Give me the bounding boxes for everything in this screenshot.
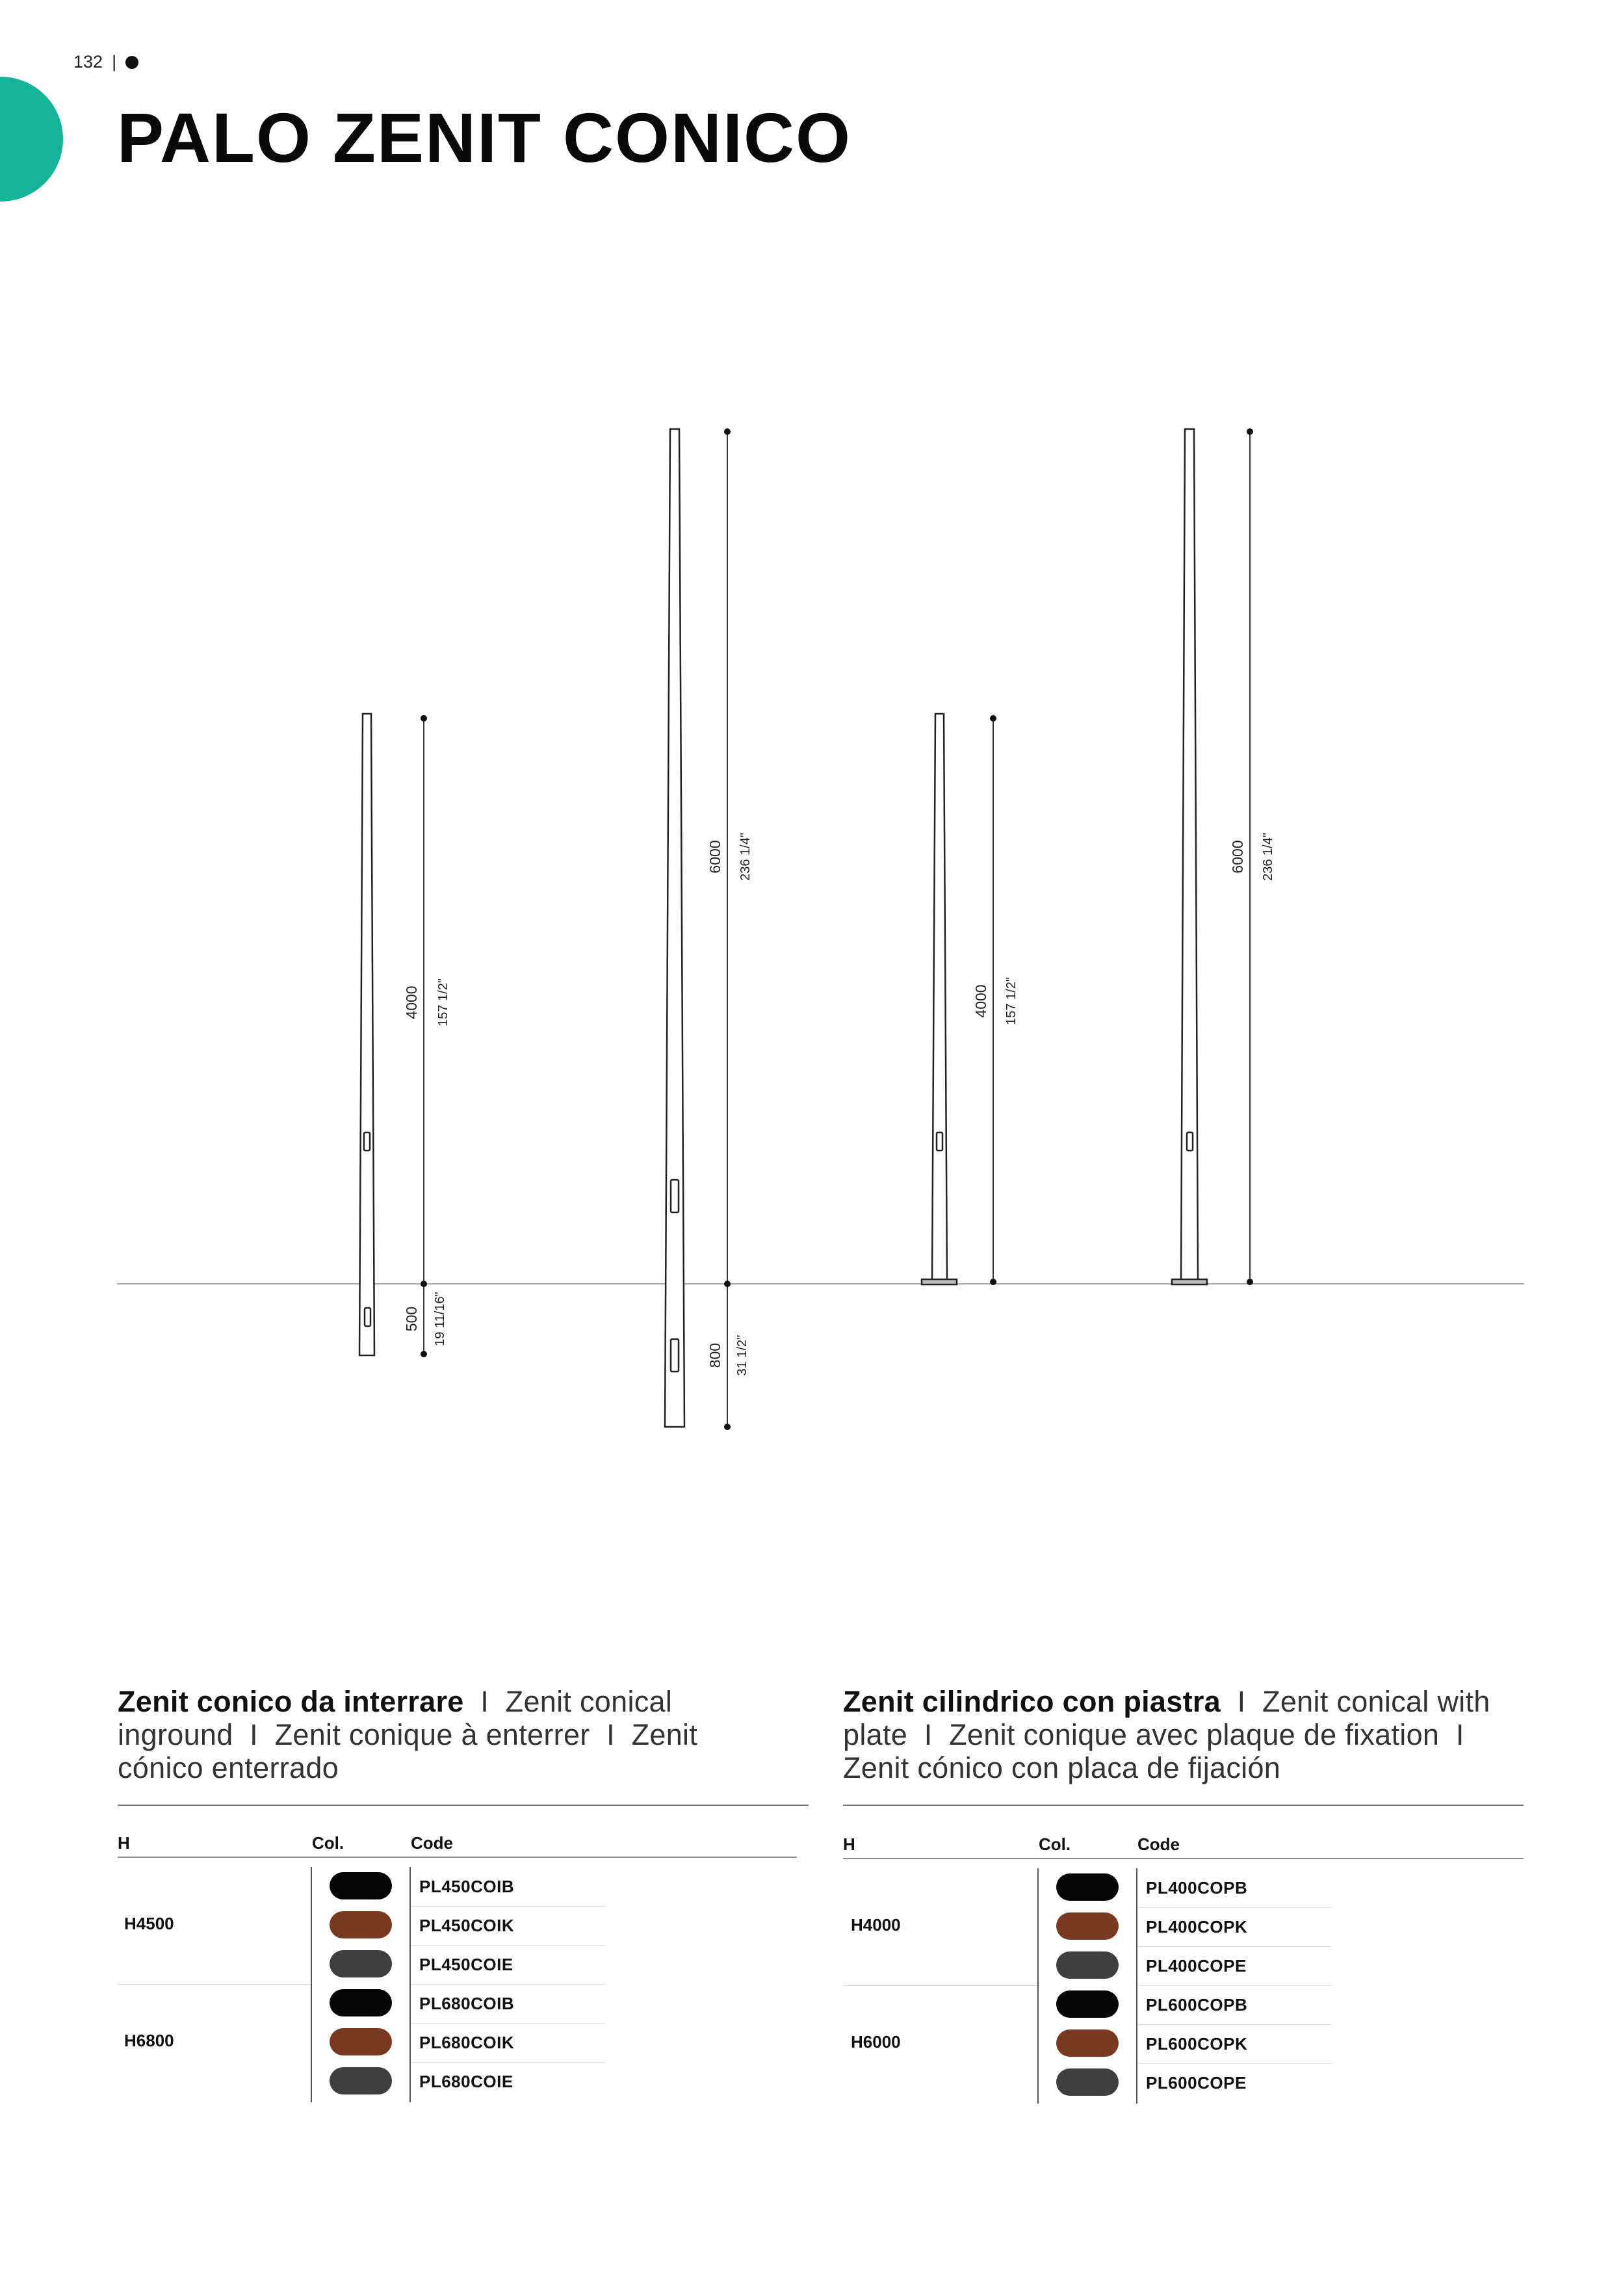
pole-2-depth-mm: 800 — [707, 1342, 723, 1368]
pole-4-dim-dot-bottom — [1247, 1279, 1253, 1285]
left-code-2: PL450COIK — [419, 1916, 515, 1935]
left-section-heading — [118, 1685, 807, 1784]
pole-3-dim-dot-top — [990, 715, 996, 722]
left-row-separator — [411, 1984, 606, 1985]
left-heading-part-4: Zenit — [631, 1718, 698, 1751]
left-group-separator — [118, 1984, 311, 1985]
right-row-separator — [1137, 2024, 1332, 2025]
right-table-header-rule — [843, 1858, 1524, 1859]
right-heading-divider-1: I — [1237, 1685, 1246, 1718]
pole-4-dim-dot-top — [1247, 428, 1253, 435]
right-row-separator — [1137, 1946, 1332, 1947]
right-heading-part-3: Zenit conique avec plaque de fixation — [949, 1718, 1440, 1751]
pole-3-height-mm: 4000 — [972, 984, 989, 1018]
pole-2-height-in: 236 1/4" — [738, 833, 753, 881]
left-heading-part-2: inground — [118, 1718, 233, 1751]
left-swatch-anthracite-1 — [330, 1950, 392, 1977]
left-height-h6800: H6800 — [124, 2031, 174, 2050]
left-table-header-rule — [118, 1857, 797, 1858]
pole-1-height-mm: 4000 — [403, 985, 420, 1019]
right-heading-part-4: Zenit cónico con placa de fijación — [843, 1751, 1281, 1784]
page-number: 132 — [73, 52, 103, 72]
pole-1-shaft — [359, 714, 374, 1355]
right-code-4: PL600COPB — [1146, 1995, 1248, 2015]
pole-2-shaft — [665, 429, 684, 1427]
left-col-divider-1 — [311, 1867, 312, 2102]
pole-2-drawing — [665, 429, 727, 1427]
left-heading-divider-3: I — [606, 1718, 615, 1751]
right-swatch-anthracite-2 — [1056, 2068, 1119, 2096]
left-swatch-corten-2 — [330, 2028, 392, 2055]
right-col-h: H — [843, 1834, 855, 1854]
pole-1-depth-in: 19 11/16" — [433, 1292, 447, 1346]
pole-2-dim-dot-bottom — [724, 1424, 731, 1430]
right-col-divider-1 — [1037, 1868, 1039, 2104]
right-row-separator — [1137, 1907, 1332, 1908]
left-row-separator — [411, 1906, 606, 1907]
right-col-code: Code — [1137, 1834, 1180, 1854]
left-heading-part-1: Zenit conical — [505, 1685, 673, 1718]
right-group-separator — [843, 1985, 1037, 1986]
left-swatch-black-1 — [330, 1872, 392, 1899]
right-swatch-black-2 — [1056, 1990, 1119, 2018]
right-code-5: PL600COPK — [1146, 2034, 1248, 2054]
left-swatch-corten-1 — [330, 1911, 392, 1938]
right-swatch-corten-2 — [1056, 2029, 1119, 2057]
left-heading-part-5: cónico enterrado — [118, 1751, 339, 1784]
pole-1-drawing — [359, 714, 424, 1355]
pole-1-dim-dot-bottom — [421, 1351, 427, 1357]
pole-2-dim-dot-top — [724, 428, 731, 435]
right-heading-divider-3: I — [1455, 1718, 1464, 1751]
left-col-color: Col. — [312, 1833, 344, 1853]
left-swatch-black-2 — [330, 1989, 392, 2016]
right-code-6: PL600COPE — [1146, 2073, 1247, 2093]
pole-3-height-in: 157 1/2" — [1004, 977, 1019, 1025]
pole-4-height-in: 236 1/4" — [1261, 833, 1275, 881]
right-col-color: Col. — [1039, 1834, 1071, 1854]
left-col-h: H — [118, 1833, 130, 1853]
left-col-divider-2 — [409, 1867, 411, 2102]
left-row-separator — [411, 2023, 606, 2024]
pole-4-base-plate — [1172, 1279, 1207, 1285]
left-row-separator — [411, 2062, 606, 2063]
pole-1-height-in: 157 1/2" — [436, 978, 450, 1026]
left-code-3: PL450COIE — [419, 1955, 513, 1974]
right-height-h6000: H6000 — [851, 2032, 901, 2052]
right-row-separator — [1137, 2063, 1332, 2064]
left-height-h4500: H4500 — [124, 1914, 174, 1933]
header-separator: | — [112, 52, 117, 72]
left-row-separator — [411, 1945, 606, 1946]
pole-1-dim-dot-ground — [421, 1281, 427, 1287]
right-code-1: PL400COPB — [1146, 1878, 1248, 1898]
right-swatch-corten-1 — [1056, 1912, 1119, 1940]
right-swatch-black-1 — [1056, 1873, 1119, 1901]
pole-2-dim-dot-ground — [724, 1281, 731, 1287]
right-heading-bold: Zenit cilindrico con piastra — [843, 1685, 1221, 1718]
right-col-divider-2 — [1136, 1868, 1137, 2104]
left-code-6: PL680COIE — [419, 2072, 513, 2091]
right-heading-part-1: Zenit conical with — [1262, 1685, 1490, 1718]
pole-3-dim-dot-bottom — [990, 1279, 996, 1285]
right-heading-rule — [843, 1805, 1524, 1806]
right-heading-divider-2: I — [924, 1718, 933, 1751]
left-heading-divider-2: I — [250, 1718, 258, 1751]
right-swatch-anthracite-1 — [1056, 1951, 1119, 1979]
left-code-5: PL680COIK — [419, 2033, 515, 2052]
pole-4-shaft — [1181, 429, 1198, 1281]
left-col-code: Code — [411, 1833, 453, 1853]
pole-2-height-mm: 6000 — [707, 840, 723, 874]
right-section-heading — [843, 1685, 1532, 1784]
pole-1-dim-dot-top — [421, 715, 427, 722]
right-heading-part-2: plate — [843, 1718, 908, 1751]
left-heading-bold: Zenit conico da interrare — [118, 1685, 464, 1718]
left-heading-rule — [118, 1805, 809, 1806]
left-heading-part-3: Zenit conique à enterrer — [274, 1718, 590, 1751]
right-row-separator — [1137, 1985, 1332, 1986]
right-code-3: PL400COPE — [1146, 1956, 1247, 1976]
right-code-2: PL400COPK — [1146, 1917, 1248, 1937]
pole-1-depth-mm: 500 — [403, 1306, 420, 1332]
pole-4-height-mm: 6000 — [1229, 840, 1246, 874]
left-code-1: PL450COIB — [419, 1877, 515, 1896]
pole-3-base-plate — [922, 1279, 957, 1285]
pole-3-shaft — [932, 714, 947, 1281]
page-title: PALO ZENIT CONICO — [117, 98, 851, 177]
right-height-h4000: H4000 — [851, 1915, 901, 1935]
left-heading-divider-1: I — [480, 1685, 489, 1718]
left-code-4: PL680COIB — [419, 1994, 515, 2013]
pole-2-depth-in: 31 1/2" — [735, 1335, 749, 1376]
left-swatch-anthracite-2 — [330, 2067, 392, 2094]
